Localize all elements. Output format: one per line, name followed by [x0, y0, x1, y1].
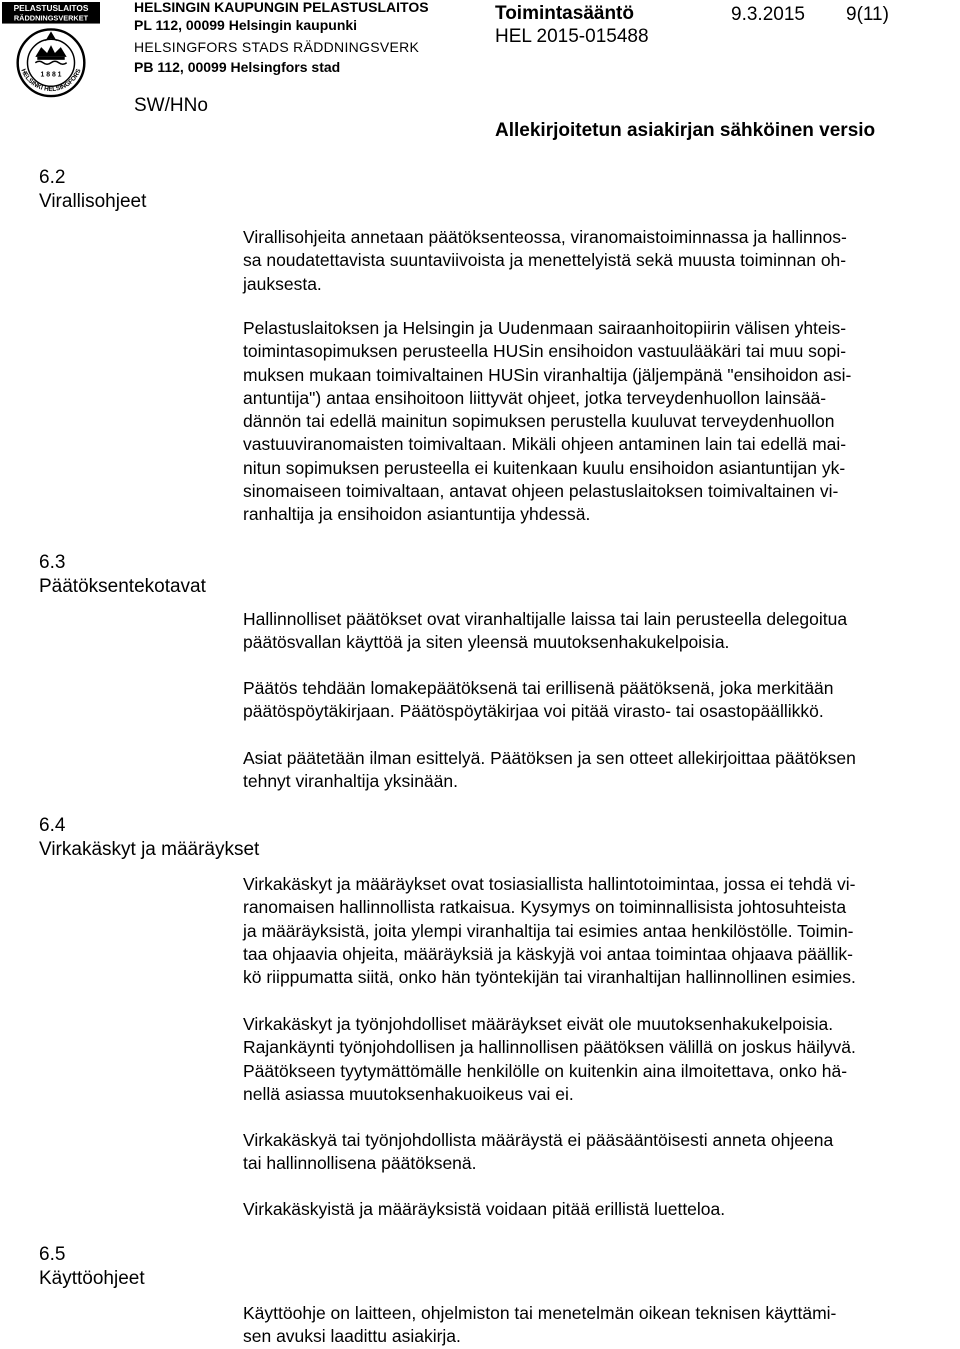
text-line: sa noudatettavista suuntaviivoista ja menettelyistä sekä muusta toiminnan oh-: [243, 250, 847, 271]
text-line: sinomaiseen toimivaltaan, antavat ohjeen pelastuslaitoksen toimivaltainen vi-: [243, 481, 839, 502]
text-line: dännön tai edellä mainitun sopimuksen perustella kuuluvat terveydenhuollon: [243, 411, 835, 432]
text-line: toimintasopimuksen perusteella HUSin ensihoidon vastuulääkäri tai muu sopi-: [243, 341, 847, 362]
doc-type: Toimintasääntö: [495, 3, 634, 24]
text-line: päätösvallan käyttöä ja siten yleensä muutoksenhakukelpoisia.: [243, 632, 730, 653]
section-title: Virallisohjeet: [39, 191, 147, 212]
text-line: Rajankäynti työnjohdollisen ja hallinnollisen päätöksen välillä on joskus häilyvä.: [243, 1037, 856, 1058]
text-line: nellä asiassa muutoksenhakuoikeus vai ei.: [243, 1083, 574, 1104]
logo-ring-text: HELSINKI HELSINGFORS: [19, 67, 83, 94]
text-line: vastuuviranomaisten toimivaltaan. Mikäli ohjeen antaminen lain tai edellä mai-: [243, 434, 847, 455]
text-line: muksen mukaan toimivaltainen HUSin viranhaltija (jäljempänä "ensihoidon asi-: [243, 364, 852, 385]
text-line: Virkakäskyt ja määräykset ovat tosiasiallista hallintotoimintaa, jossa ei tehdä vi-: [243, 874, 856, 894]
text-line: tehnyt viranhaltija yksinään.: [243, 771, 458, 792]
section-number: 6.2: [39, 167, 66, 188]
paragraph: [243, 608, 958, 655]
section-title: Käyttöohjeet: [39, 1268, 145, 1289]
text-line: Pelastuslaitoksen ja Helsingin ja Uudenmaan sairaanhoitopiirin välisen yhteis-: [243, 318, 847, 338]
org-sv-name: HELSINGFORS STADS RÄDDNINGSVERK: [134, 39, 420, 55]
logo-banner-line2: RÄDDNINGSVERKET: [13, 13, 89, 23]
paragraph: [243, 747, 958, 794]
paragraph: [243, 677, 958, 724]
section-number: 6.3: [39, 552, 66, 573]
doc-date: 9.3.2015: [731, 4, 805, 25]
text-line: antuntija") antaa ensihoitoon liittyvät ohjeet, jotka terveydenhuollon lainsää-: [243, 387, 827, 408]
page-number: 9(11): [846, 4, 889, 25]
paragraph: [243, 873, 958, 989]
text-line: Virkakäskyistä ja määräyksistä voidaan pitää erillistä luetteloa.: [243, 1199, 726, 1219]
text-line: Asiat päätetään ilman esittelyä. Päätöksen ja sen otteet allekirjoittaa päätöksen: [243, 748, 856, 768]
paragraph: [243, 226, 958, 296]
text-line: nitun sopimuksen perusteella ei kuitenkaan kuulu ensihoidon asiantuntijan yk-: [243, 457, 846, 478]
text-line: sen avuksi laadittu asiakirja.: [243, 1326, 461, 1347]
text-line: tai hallinnollisena päätöksenä.: [243, 1153, 477, 1174]
text-line: ranomaisen hallinnollista ratkaisua. Kysymys on toiminnallisista johtosuhteista: [243, 897, 847, 918]
text-line: päätöspöytäkirjaan. Päätöspöytäkirjaa voi pitää virasto- tai osastopäällikkö.: [243, 701, 824, 722]
section-title: Virkakäskyt ja määräykset: [39, 839, 260, 860]
logo-year: 1 8 8 1: [40, 71, 62, 79]
text-line: Virkakäskyä tai työnjohdollista määräystä ei pääsääntöisesti anneta ohjeena: [243, 1130, 834, 1150]
section-6-5-heading: [39, 1244, 145, 1290]
text-line: ranhaltija ja ensihoidon asiantuntija yhdessä.: [243, 504, 591, 525]
section-number: 6.4: [39, 815, 66, 836]
text-line: taa ohjaavia ohjeita, määräyksiä ja käskyjä voi antaa toimintaa ohjaava päällik-: [243, 943, 853, 964]
text-line: Hallinnolliset päätökset ovat viranhaltijalle laissa tai lain perusteella delegoitua: [243, 609, 848, 629]
text-line: jauksesta.: [243, 273, 322, 294]
paragraph: [243, 1013, 958, 1106]
signed-version-note: Allekirjoitetun asiakirjan sähköinen versio: [495, 120, 876, 141]
paragraph: [243, 1129, 958, 1176]
paragraph: [243, 1302, 958, 1349]
text-line: Virkakäskyt ja työnjohdolliset määräykset eivät ole muutoksenhakukelpoisia.: [243, 1014, 834, 1034]
org-fi-name: HELSINGIN KAUPUNGIN PELASTUSLAITOS: [134, 0, 429, 15]
section-6-2-heading: [39, 167, 146, 213]
text-line: kö riippumatta siitä, onko hän työntekijän tai viranhaltijan hallinnollinen esimies.: [243, 967, 856, 988]
logo-banner-line1: PELASTUSLAITOS: [13, 2, 89, 13]
text-line: ja määräyksistä, joita ylempi viranhaltija tai esimies antaa henkilöstölle. Toimin-: [243, 920, 854, 941]
org-sv-address: PB 112, 00099 Helsingfors stad: [134, 59, 341, 75]
paragraph: [243, 317, 958, 527]
org-fi-address: PL 112, 00099 Helsingin kaupunki: [134, 17, 358, 33]
text-line: Virallisohjeita annetaan päätöksenteossa, viranomaistoiminnassa ja hallinnos-: [243, 227, 847, 247]
text-line: Päätökseen tyytymättömälle henkilölle on kuitenkin aina ilmoitettava, onko hä-: [243, 1060, 848, 1081]
text-line: Käyttöohje on laitteen, ohjelmiston tai menetelmän oikean teknisen käyttämi-: [243, 1303, 837, 1323]
paragraph: [243, 1198, 958, 1221]
section-number: 6.5: [39, 1244, 66, 1265]
doc-number: HEL 2015-015488: [495, 26, 649, 47]
author-initials: SW/HNo: [134, 95, 208, 116]
text-line: Päätös tehdään lomakepäätöksenä tai erillisenä päätöksenä, joka merkitään: [243, 678, 834, 698]
section-6-3-heading: [39, 552, 206, 598]
section-title: Päätöksentekotavat: [39, 576, 206, 597]
section-6-4-heading: [39, 815, 259, 861]
rescue-department-logo: [2, 2, 100, 100]
